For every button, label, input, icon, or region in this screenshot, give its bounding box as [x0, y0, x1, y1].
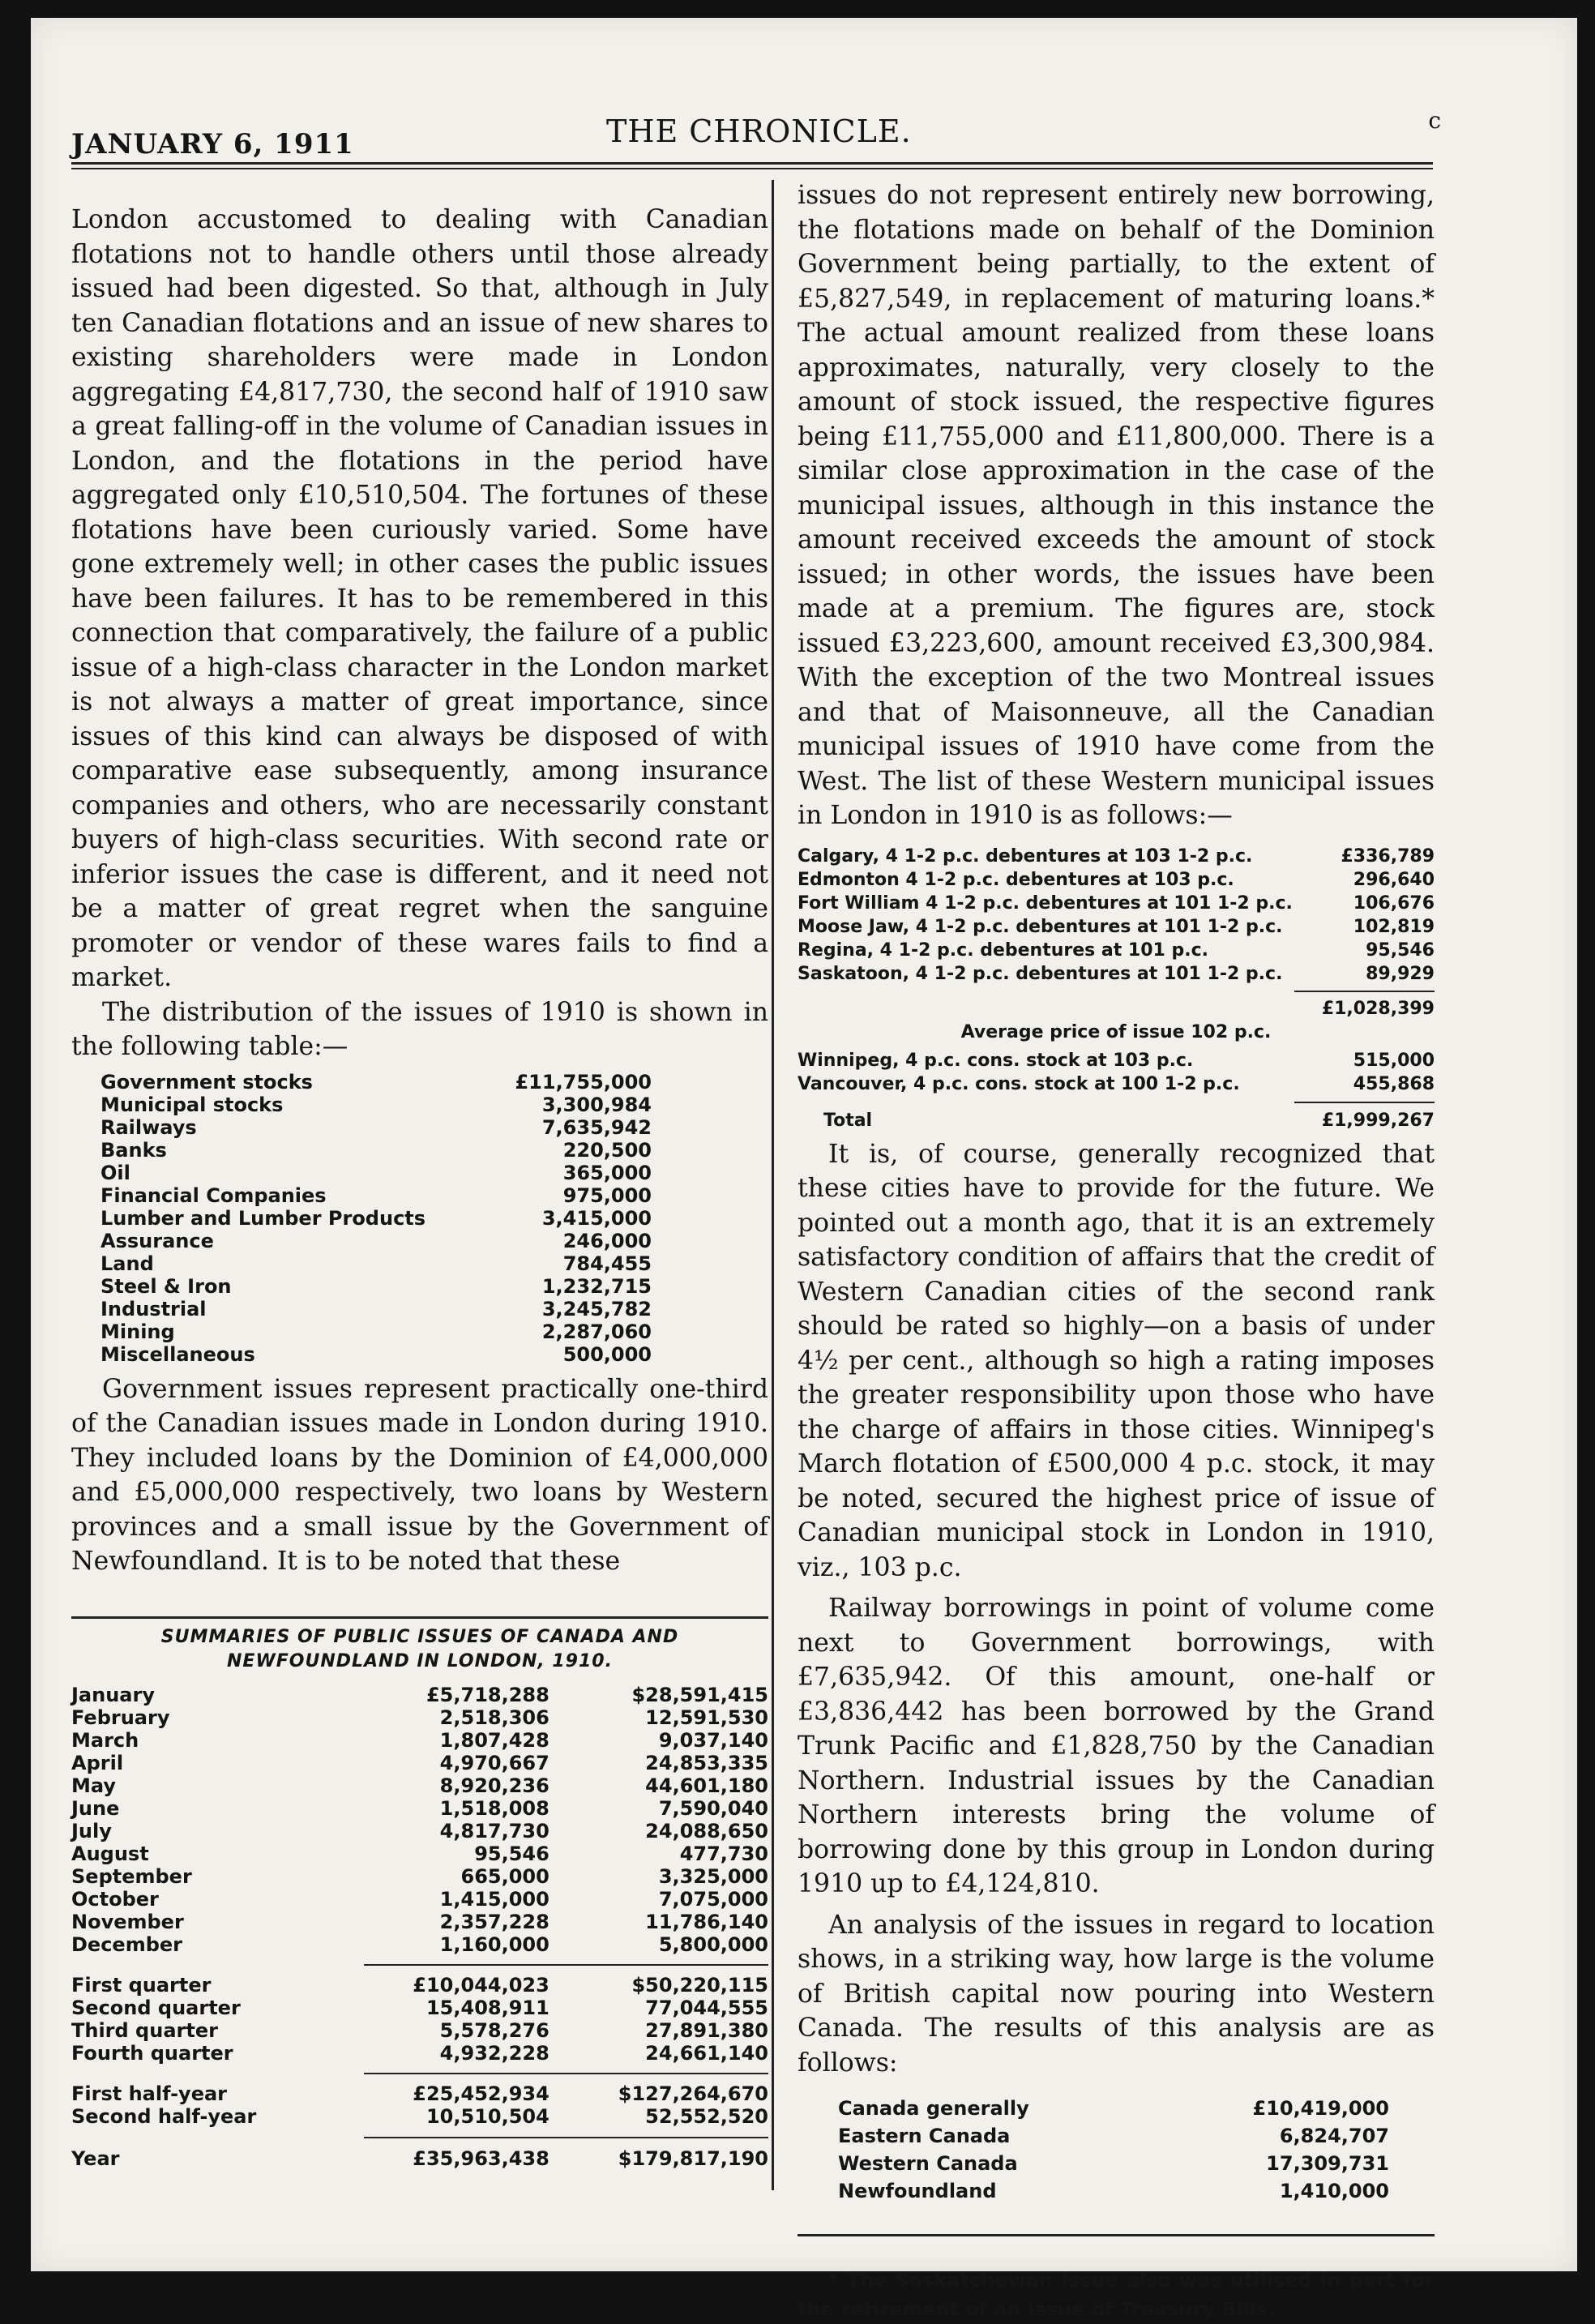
western-stock-table	[798, 1049, 1435, 1132]
row-pounds: 665,000	[460, 1864, 549, 1888]
row-label: Moose Jaw, 4 1-2 p.c. debentures at 101 1-2 p.c.	[798, 916, 1283, 937]
table-row	[100, 1116, 652, 1139]
row-label: Fourth quarter	[71, 2041, 233, 2065]
row-pounds: 4,932,228	[439, 2041, 549, 2065]
row-value: 220,500	[562, 1138, 652, 1162]
table-row	[798, 997, 1435, 1021]
table-row	[798, 892, 1435, 915]
row-value: 106,676	[1353, 892, 1435, 914]
row-value: 515,000	[1353, 1050, 1435, 1071]
summary-title	[71, 1625, 768, 1674]
row-value: 296,640	[1353, 869, 1435, 890]
row-label: March	[71, 1728, 139, 1752]
row-label: Third quarter	[71, 2018, 218, 2042]
table-row	[71, 1706, 768, 1729]
row-value: £11,755,000	[515, 1070, 652, 1094]
row-value: 500,000	[562, 1342, 652, 1366]
table-row	[71, 1974, 768, 1997]
table-row	[71, 1865, 768, 1888]
row-label: Fort William 4 1-2 p.c. debentures at 101 1-2 p.c.	[798, 892, 1293, 914]
row-dollars: 24,661,140	[645, 2041, 768, 2065]
row-label: Edmonton 4 1-2 p.c. debentures at 103 p.c.	[798, 869, 1234, 890]
row-pounds: 1,160,000	[439, 1932, 549, 1956]
row-label: June	[71, 1796, 120, 1820]
paragraph: Railway borrowings in point of volume come next to Government borrowings, with £7,635,942. Of this amount, one-half or £3,836,442 has been borrowed by the Grand Trunk Pacific and £1,828,750 by the Canadian Northern. Industrial issues by the Canadian Northern interests bring the volume of borrowing done by this group in London during 1910 up to £4,124,810.	[798, 1594, 1435, 1898]
table-row	[798, 1072, 1435, 1096]
row-value: 2,287,060	[541, 1320, 652, 1343]
row-dollars: 27,891,380	[645, 2018, 768, 2042]
row-pounds: 4,970,667	[439, 1751, 549, 1774]
table-row	[798, 962, 1435, 986]
table-row	[798, 868, 1435, 892]
row-label: Eastern Canada	[838, 2125, 1011, 2147]
page-mark: c	[1428, 107, 1441, 134]
row-label: Vancouver, 4 p.c. cons. stock at 100 1-2 p.c.	[798, 1073, 1240, 1094]
row-value: 1,232,715	[541, 1274, 652, 1298]
row-label: Land	[100, 1252, 154, 1275]
row-pounds: 10,510,504	[425, 2104, 549, 2128]
subtotal-value: £1,028,399	[1321, 998, 1435, 1019]
row-dollars: 77,044,555	[645, 1996, 768, 2019]
row-label: Lumber and Lumber Products	[100, 1206, 426, 1230]
paragraph: An analysis of the issues in regard to location shows, in a striking way, how large is the volume of British capital now pouring into Western Canada. The results of this analysis are as follows:	[798, 1910, 1435, 2078]
table-row	[100, 1139, 652, 1162]
table-spacer	[71, 1956, 768, 1974]
distribution-table	[100, 1071, 652, 1366]
row-value: 17,309,731	[1266, 2152, 1389, 2175]
row-label: Government stocks	[100, 1070, 313, 1094]
western-municipal-table	[798, 845, 1435, 1044]
row-value: 102,819	[1353, 916, 1435, 937]
row-pounds: 2,518,306	[439, 1706, 549, 1729]
table-row	[798, 1021, 1435, 1044]
row-value: 3,300,984	[541, 1093, 652, 1116]
row-label: First half-year	[71, 2082, 228, 2105]
row-label: Banks	[100, 1138, 167, 1162]
row-label: Winnipeg, 4 p.c. cons. stock at 103 p.c.	[798, 1050, 1194, 1071]
table-spacer	[798, 1096, 1435, 1109]
row-dollars: 3,325,000	[658, 1864, 768, 1888]
table-row	[798, 1049, 1435, 1072]
row-value: 365,000	[562, 1161, 652, 1184]
row-value: 89,929	[1366, 963, 1435, 984]
row-dollars: 52,552,520	[645, 2104, 768, 2128]
row-label: Regina, 4 1-2 p.c. debentures at 101 p.c.	[798, 939, 1209, 961]
row-label: November	[71, 1910, 184, 1933]
row-label: Mining	[100, 1320, 175, 1343]
row-dollars: 5,800,000	[658, 1932, 768, 1956]
total-value: £1,999,267	[1321, 1110, 1435, 1131]
row-pounds: £25,452,934	[413, 2082, 549, 2105]
row-label: Assurance	[100, 1229, 214, 1252]
row-pounds: 4,817,730	[439, 1819, 549, 1843]
table-row	[798, 1109, 1435, 1132]
table-row	[100, 1071, 652, 1094]
section-rule	[71, 1616, 768, 1619]
right-column	[762, 178, 1435, 2324]
row-value: £336,789	[1341, 845, 1435, 867]
row-dollars: 44,601,180	[645, 1774, 768, 1797]
row-label: Municipal stocks	[100, 1093, 284, 1116]
row-dollars: $127,264,670	[618, 2082, 768, 2105]
row-label: Year	[71, 2146, 120, 2170]
row-label: January	[71, 1683, 155, 1706]
row-pounds: 2,357,228	[439, 1910, 549, 1933]
row-label: December	[71, 1932, 183, 1956]
row-label: July	[71, 1819, 112, 1843]
table-row	[71, 2105, 768, 2128]
table-spacer	[71, 2065, 768, 2082]
table-row	[798, 939, 1435, 962]
row-value: 95,546	[1366, 939, 1435, 961]
row-label: Financial Companies	[100, 1183, 327, 1207]
row-label: May	[71, 1774, 116, 1797]
row-value: 975,000	[562, 1183, 652, 1207]
row-pounds: £10,044,023	[413, 1973, 549, 1997]
row-label: Saskatoon, 4 1-2 p.c. debentures at 101 1-2 p.c.	[798, 963, 1283, 984]
row-label: Second quarter	[71, 1996, 241, 2019]
paragraph: The distribution of the issues of 1910 is shown in the following table:—	[71, 997, 768, 1061]
table-row	[100, 1162, 652, 1184]
summary-title-line: NEWFOUNDLAND IN LONDON, 1910.	[227, 1650, 613, 1671]
row-label: Western Canada	[838, 2152, 1018, 2175]
row-dollars: $50,220,115	[631, 1973, 768, 1997]
table-row	[71, 1684, 768, 1706]
row-label: Oil	[100, 1161, 130, 1184]
table-row	[798, 915, 1435, 939]
table-row	[71, 2147, 768, 2170]
table-row	[71, 2019, 768, 2042]
table-row	[100, 1207, 652, 1230]
left-column	[71, 203, 768, 2170]
row-dollars: 7,075,000	[658, 1887, 768, 1911]
average-label: Average price of issue 102 p.c.	[960, 1021, 1272, 1042]
row-label: September	[71, 1864, 192, 1888]
row-label: Calgary, 4 1-2 p.c. debentures at 103 1-2 p.c.	[798, 845, 1253, 867]
table-row	[838, 2122, 1389, 2150]
row-pounds: £5,718,288	[425, 1683, 549, 1706]
row-value: 784,455	[562, 1252, 652, 1275]
paragraph: It is, of course, generally recognized that these cities have to provide for the future. We pointed out a month ago, that it is an extremely satisfactory condition of affairs that the credit of Western Canadian cities of the second rank should be rated so highly—on a basis of under 4½ per cent., although so high a rating imposes the greater responsibility upon those who have the charge of affairs in those cities. Winnipeg's March flotation of £500,000 4 p.c. stock, it may be noted, secured the highest price of issue of Canadian municipal stock in London in 1910, viz., 103 p.c.	[798, 1139, 1435, 1582]
table-row	[71, 1729, 768, 1752]
section-rule	[798, 2234, 1435, 2236]
row-label: Railways	[100, 1115, 197, 1139]
location-table	[838, 2095, 1389, 2205]
paragraph: issues do not represent entirely new borrowing, the flotations made on behalf of the Dominion Government being partially, to the extent of £5,827,549, in replacement of maturing loans.* The actual amount realized from these loans approximates, naturally, very closely to the amount of stock issued, the respective figures being £11,755,000 and £11,800,000. There is a similar close approximation in the case of the municipal issues, although in this instance the amount received exceeds the amount of stock issued; in other words, the issues have been made at a premium. The figures are, stock issued £3,223,600, amount received £3,300,984. With the exception of the two Montreal issues and that of Maisonneuve, all the Canadian municipal issues of 1910 have come from the West. The list of these Western municipal issues in London in 1910 is as follows:—	[798, 181, 1435, 830]
table-row	[100, 1184, 652, 1207]
row-value: 6,824,707	[1279, 2125, 1389, 2147]
row-pounds: 1,415,000	[439, 1887, 549, 1911]
table-spacer	[71, 2128, 768, 2147]
row-dollars: $179,817,190	[618, 2146, 768, 2170]
row-value: 455,868	[1353, 1073, 1435, 1094]
table-row	[838, 2095, 1389, 2122]
row-label: February	[71, 1706, 170, 1729]
table-row	[838, 2150, 1389, 2177]
row-value: 3,415,000	[541, 1206, 652, 1230]
row-dollars: 24,088,650	[645, 1819, 768, 1843]
issue-date: JANUARY 6, 1911	[71, 128, 354, 160]
row-value: 3,245,782	[541, 1297, 652, 1320]
table-row	[71, 1774, 768, 1797]
row-label: Miscellaneous	[100, 1342, 255, 1366]
table-row	[71, 2042, 768, 2065]
page-header	[71, 107, 1441, 162]
row-value: 7,635,942	[541, 1115, 652, 1139]
table-row	[100, 1298, 652, 1320]
footnote: * The Saskatchewan issue also was utilised in part for the retirement of an issue of Treasury Bills.	[798, 2269, 1435, 2321]
paragraph: London accustomed to dealing with Canadian flotations not to handle others until those already issued had been digested. So that, although in July ten Canadian flotations and an issue of new shares to existing shareholders were made in London aggregating £4,817,730, the second half of 1910 saw a great falling-off in the volume of Canadian issues in London, and the flotations in the period have aggregated only £10,510,504. The fortunes of these flotations have been curiously varied. Some have gone extremely well; in other cases the public issues have been failures. It has to be remembered in this connection that comparatively, the failure of a public issue of a high-class character in the London market is not always a matter of great importance, since issues of this kind can always be disposed of with comparative ease subsequently, among insurance companies and others, who are necessarily constant buyers of high-class securities. With second rate or inferior issues the case is different, and it need not be a matter of great regret when the sanguine promoter or vendor of these wares fails to find a market.	[71, 205, 768, 992]
row-value: 1,410,000	[1279, 2180, 1389, 2202]
summary-title-line: SUMMARIES OF PUBLIC ISSUES OF CANADA AND	[160, 1626, 679, 1647]
table-row	[71, 1797, 768, 1820]
table-row	[798, 845, 1435, 868]
row-value: £10,419,000	[1252, 2097, 1389, 2120]
table-row	[100, 1230, 652, 1252]
row-dollars: 9,037,140	[658, 1728, 768, 1752]
row-label: October	[71, 1887, 159, 1911]
row-label: Steel & Iron	[100, 1274, 232, 1298]
table-row	[71, 1843, 768, 1865]
row-dollars: 24,853,335	[645, 1751, 768, 1774]
table-row	[71, 1820, 768, 1843]
summary-table	[71, 1684, 768, 2170]
table-row	[100, 1320, 652, 1343]
row-pounds: £35,963,438	[413, 2146, 549, 2170]
row-pounds: 1,807,428	[439, 1728, 549, 1752]
publication-title: THE CHRONICLE.	[606, 113, 912, 149]
row-dollars: 7,590,040	[658, 1796, 768, 1820]
row-pounds: 15,408,911	[425, 1996, 549, 2019]
row-pounds: 1,518,008	[439, 1796, 549, 1820]
row-pounds: 5,578,276	[439, 2018, 549, 2042]
row-dollars: $28,591,415	[631, 1683, 768, 1706]
total-label: Total	[823, 1110, 873, 1131]
table-row	[100, 1275, 652, 1298]
table-row	[71, 1752, 768, 1774]
header-rule	[71, 162, 1433, 169]
table-row	[838, 2177, 1389, 2205]
row-label: First quarter	[71, 1973, 212, 1997]
row-value: 246,000	[562, 1229, 652, 1252]
row-dollars: 12,591,530	[645, 1706, 768, 1729]
row-pounds: 95,546	[474, 1842, 549, 1865]
row-pounds: 8,920,236	[439, 1774, 549, 1797]
row-dollars: 477,730	[679, 1842, 768, 1865]
paragraph: Government issues represent practically one-third of the Canadian issues made in London during 1910. They included loans by the Dominion of £4,000,000 and £5,000,000 respectively, two loans by Western provinces and a small issue by the Government of Newfoundland. It is to be noted that these	[71, 1374, 768, 1576]
table-row	[71, 1933, 768, 1956]
table-spacer	[798, 986, 1435, 997]
table-row	[100, 1094, 652, 1116]
table-row	[100, 1252, 652, 1275]
row-label: Newfoundland	[838, 2180, 997, 2202]
table-row	[71, 1911, 768, 1933]
row-label: Industrial	[100, 1297, 207, 1320]
row-label: Canada generally	[838, 2097, 1029, 2120]
row-label: April	[71, 1751, 124, 1774]
row-dollars: 11,786,140	[645, 1910, 768, 1933]
table-row	[71, 2082, 768, 2105]
row-label: Second half-year	[71, 2104, 257, 2128]
table-row	[71, 1997, 768, 2019]
row-label: August	[71, 1842, 149, 1865]
table-row	[100, 1343, 652, 1366]
table-row	[71, 1888, 768, 1911]
